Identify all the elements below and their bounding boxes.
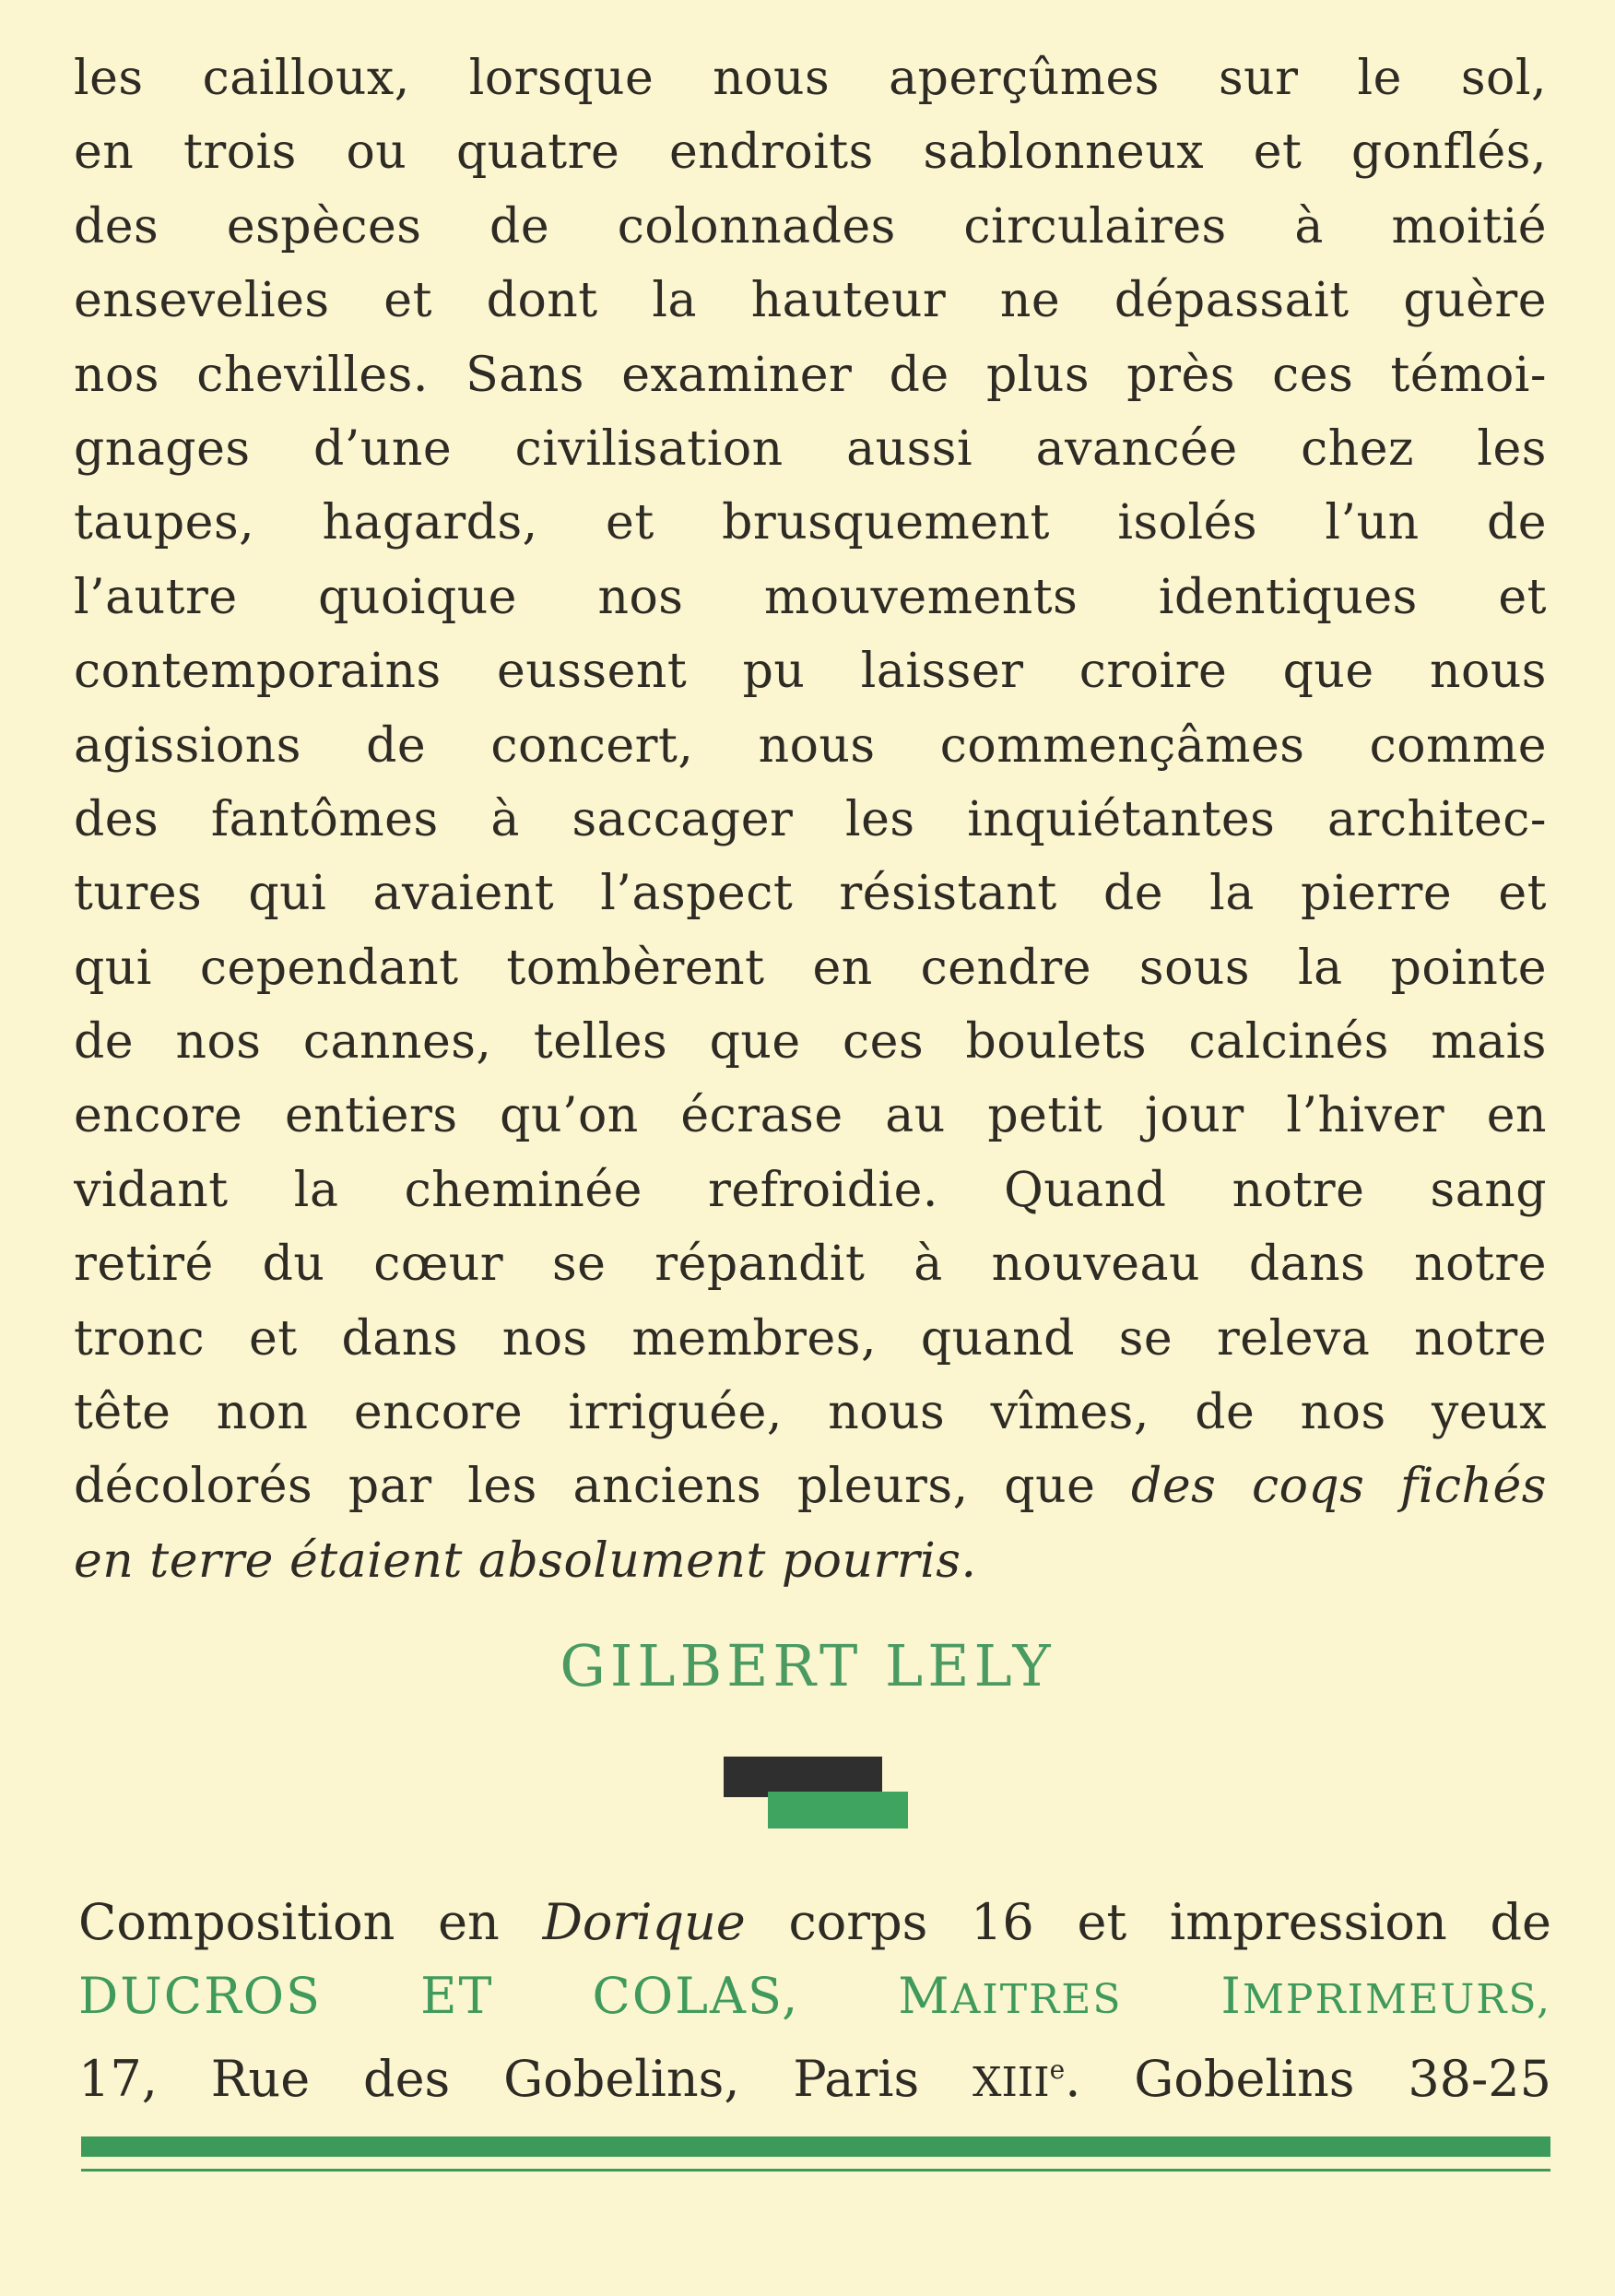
text-line: ensevelies et dont la hauteur ne dépassait guère [74,273,1547,329]
printer-title: MAITRES IMPRIMEURS, [898,1967,1551,2025]
text-line: qui cependant tombèrent en cendre sous la pointe [74,940,1547,996]
text-line [74,1450,1547,1523]
text-line: les cailloux, lorsque nous aperçûmes sur le sol, [74,51,1547,106]
ornament-green-bar [768,1792,908,1829]
colophon-line-2 [78,1959,1551,2033]
text-line: nos chevilles. Sans examiner de plus près ces témoi- [74,347,1547,403]
text-line: tronc et dans nos membres, quand se releva notre [74,1310,1547,1367]
text-line-italic: des coqs fichés [1131,1459,1547,1515]
typeface-name: Dorique [542,1893,746,1951]
text-line: tête non encore irriguée, nous vîmes, de nos yeux [74,1385,1547,1441]
colophon-line-1 [78,1886,1551,1959]
text-line: de nos cannes, telles que ces boulets calcinés mais [74,1014,1547,1071]
colophon-text: corps 16 et impression de [788,1893,1551,1951]
text-line-roman: décolorés par les anciens pleurs, que [74,1459,1096,1515]
printer-ornament [719,1757,913,1830]
bottom-rule-thick [81,2136,1550,2157]
text-line: contemporains eussent pu laisser croire que nous [74,644,1547,700]
text-line: des fantômes à saccager les inquiétantes architec- [74,791,1547,847]
text-line: l’autre quoique nos mouvements identiques et [74,569,1547,625]
printer-phone: . Gobelins 38-25 [1065,2050,1551,2107]
author-signature: GILBERT LELY [560,1632,1055,1699]
colophon-text: Composition en [78,1893,500,1951]
text-line: retiré du cœur se répandit à nouveau dans notre [74,1237,1547,1293]
text-line: en trois ou quatre endroits sablonneux et gonflés, [74,124,1547,181]
prose-block [74,41,1547,1598]
printer-address: 17, Rue des Gobelins, Paris [78,2050,920,2107]
arrondissement: XIII [973,2059,1050,2106]
text-line: agissions de concert, nous commençâmes comme [74,717,1547,774]
text-line: gnages d’une civilisation aussi avancée chez les [74,420,1547,477]
text-line: vidant la cheminée refroidie. Quand notre sang [74,1162,1547,1218]
text-line-italic: en terre étaient absolument pourris. [74,1533,977,1589]
text-line: encore entiers qu’on écrase au petit jour l’hiver en [74,1088,1547,1144]
colophon [78,1886,1551,2107]
colophon-line-3 [78,2033,1551,2107]
arrondissement-sup: e [1049,2054,1066,2085]
text-line: des espèces de colonnades circulaires à moitié [74,198,1547,254]
printer-name: DUCROS ET COLAS, [78,1967,800,2025]
text-line: tures qui avaient l’aspect résistant de la pierre et [74,866,1547,922]
text-line: taupes, hagards, et brusquement isolés l’un de [74,495,1547,551]
bottom-rule-thin [81,2169,1550,2172]
